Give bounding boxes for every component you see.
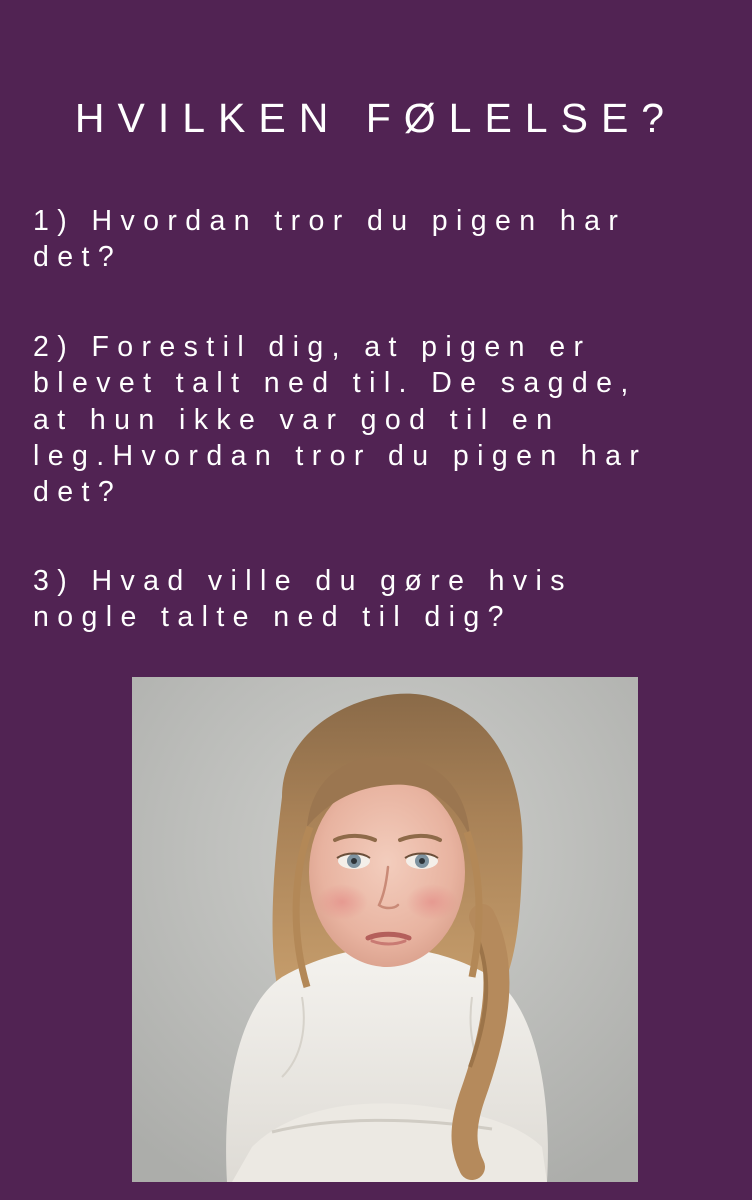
question-3: 3) Hvad ville du gøre hvis nogle talte ned til dig? (33, 565, 573, 634)
question-1: 1) Hvordan tror du pigen har det? (33, 205, 627, 274)
question-2: 2) Forestil dig, at pigen er blevet talt ned til. De sagde, at hun ikke var god til en leg.Hvordan tror du pigen har det? (33, 331, 648, 509)
girl-portrait-illustration (132, 677, 638, 1182)
page-title: HVILKEN FØLELSE? (74, 95, 678, 142)
girl-photo (132, 677, 638, 1182)
